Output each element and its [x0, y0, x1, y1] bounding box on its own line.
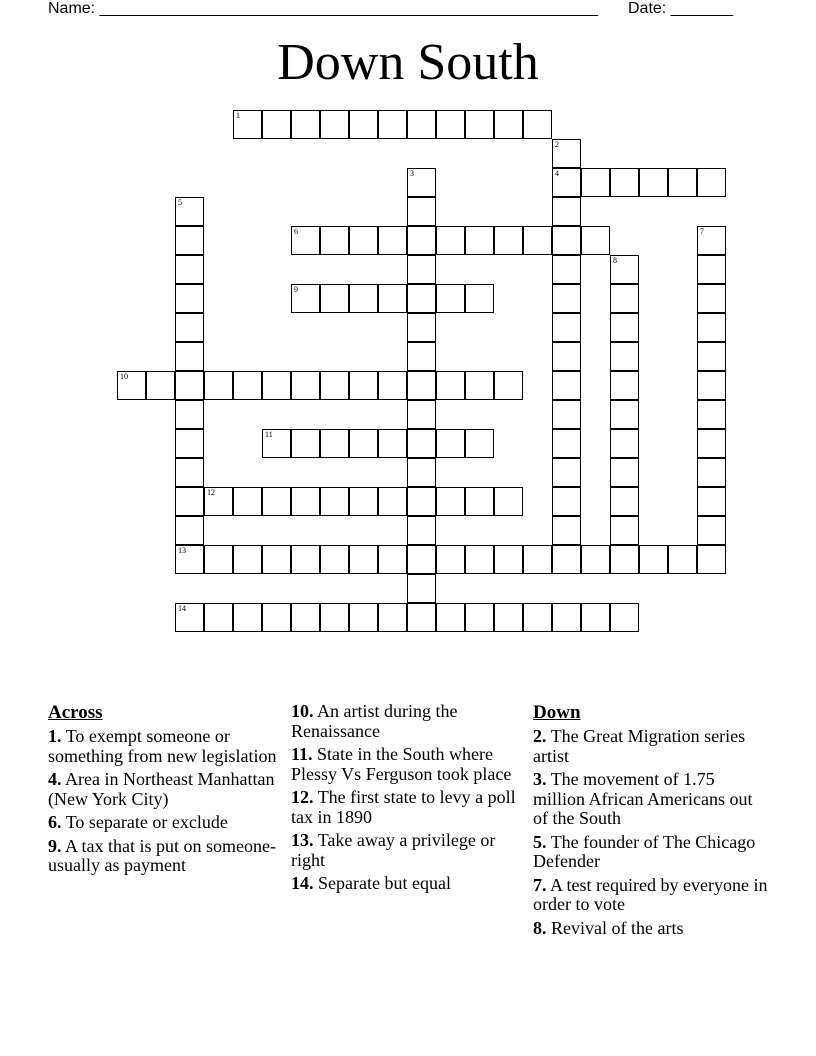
- grid-cell[interactable]: [697, 284, 726, 313]
- grid-cell[interactable]: [436, 545, 465, 574]
- clue-across-11: 11. State in the South where Plessy Vs Ferguson took place: [291, 744, 512, 784]
- grid-cell[interactable]: [407, 284, 436, 313]
- cell-number: 8: [613, 256, 617, 265]
- grid-cell[interactable]: [523, 545, 552, 574]
- grid-cell[interactable]: [552, 168, 581, 197]
- grid-cell[interactable]: [552, 400, 581, 429]
- grid-cell[interactable]: [494, 487, 523, 516]
- grid-cell[interactable]: [610, 458, 639, 487]
- clue-down-3: 3. The movement of 1.75 million African Americans out of the South: [533, 769, 753, 828]
- grid-cell[interactable]: [697, 400, 726, 429]
- clue-down-8: 8. Revival of the arts: [533, 917, 684, 938]
- grid-cell[interactable]: [494, 110, 523, 139]
- grid-cell[interactable]: [204, 487, 233, 516]
- grid-cell[interactable]: [552, 487, 581, 516]
- grid-cell[interactable]: [436, 284, 465, 313]
- grid-cell[interactable]: [175, 197, 204, 226]
- puzzle-title: Down South: [277, 34, 539, 91]
- grid-cell[interactable]: [349, 603, 378, 632]
- grid-cell[interactable]: [436, 371, 465, 400]
- grid-cell[interactable]: [610, 313, 639, 342]
- grid-cell[interactable]: [175, 400, 204, 429]
- grid-cell[interactable]: [175, 313, 204, 342]
- grid-cell[interactable]: [465, 545, 494, 574]
- grid-cell[interactable]: [552, 342, 581, 371]
- cell-number: 6: [294, 227, 298, 236]
- grid-cell[interactable]: [175, 603, 204, 632]
- grid-cell[interactable]: [204, 603, 233, 632]
- grid-cell[interactable]: [465, 371, 494, 400]
- grid-cell[interactable]: [494, 371, 523, 400]
- grid-cell[interactable]: [436, 603, 465, 632]
- cell-number: 13: [178, 546, 186, 555]
- grid-cell[interactable]: [320, 226, 349, 255]
- grid-cell[interactable]: [407, 400, 436, 429]
- grid-cell[interactable]: [465, 226, 494, 255]
- grid-cell[interactable]: [610, 168, 639, 197]
- grid-cell[interactable]: [697, 371, 726, 400]
- clues-column-1: [48, 702, 284, 880]
- grid-cell[interactable]: [668, 168, 697, 197]
- grid-cell[interactable]: [465, 487, 494, 516]
- grid-cell[interactable]: [175, 342, 204, 371]
- grid-cell[interactable]: [291, 545, 320, 574]
- cell-number: 11: [265, 430, 273, 439]
- grid-cell[interactable]: [407, 168, 436, 197]
- grid-cell[interactable]: [465, 429, 494, 458]
- grid-cell[interactable]: [378, 226, 407, 255]
- grid-cell[interactable]: [407, 603, 436, 632]
- grid-cell[interactable]: [407, 516, 436, 545]
- grid-cell[interactable]: [262, 603, 291, 632]
- grid-cell[interactable]: [204, 371, 233, 400]
- grid-cell[interactable]: [291, 429, 320, 458]
- grid-cell[interactable]: [610, 400, 639, 429]
- grid-cell[interactable]: [552, 458, 581, 487]
- grid-cell[interactable]: [233, 487, 262, 516]
- grid-cell[interactable]: [552, 255, 581, 284]
- grid-cell[interactable]: [320, 603, 349, 632]
- grid-cell[interactable]: [552, 313, 581, 342]
- grid-cell[interactable]: [697, 342, 726, 371]
- grid-cell[interactable]: [378, 603, 407, 632]
- grid-cell[interactable]: [436, 487, 465, 516]
- grid-cell[interactable]: [349, 371, 378, 400]
- grid-cell[interactable]: [407, 313, 436, 342]
- cell-number: 5: [178, 198, 182, 207]
- grid-cell[interactable]: [175, 516, 204, 545]
- grid-cell[interactable]: [697, 487, 726, 516]
- grid-cell[interactable]: [320, 371, 349, 400]
- grid-cell[interactable]: [581, 226, 610, 255]
- grid-cell[interactable]: [320, 487, 349, 516]
- grid-cell[interactable]: [436, 110, 465, 139]
- cell-number: 14: [178, 604, 186, 613]
- grid-cell[interactable]: [175, 545, 204, 574]
- grid-cell[interactable]: [697, 545, 726, 574]
- grid-cell[interactable]: [610, 545, 639, 574]
- down-heading: Down: [533, 702, 581, 723]
- grid-cell[interactable]: [610, 284, 639, 313]
- grid-cell[interactable]: [117, 371, 146, 400]
- clue-down-2: 2. The Great Migration series artist: [533, 726, 746, 766]
- grid-cell[interactable]: [465, 603, 494, 632]
- grid-cell[interactable]: [378, 110, 407, 139]
- grid-cell[interactable]: [175, 226, 204, 255]
- grid-cell[interactable]: [465, 284, 494, 313]
- grid-cell[interactable]: [523, 603, 552, 632]
- grid-cell[interactable]: [407, 371, 436, 400]
- grid-cell[interactable]: [349, 429, 378, 458]
- grid-cell[interactable]: [697, 255, 726, 284]
- cell-number: 7: [700, 227, 704, 236]
- grid-cell[interactable]: [668, 545, 697, 574]
- grid-cell[interactable]: [262, 371, 291, 400]
- grid-cell[interactable]: [378, 487, 407, 516]
- grid-cell[interactable]: [523, 226, 552, 255]
- cell-number: 3: [410, 169, 414, 178]
- grid-cell[interactable]: [262, 429, 291, 458]
- clues-column-3: [533, 702, 769, 942]
- grid-cell[interactable]: [175, 255, 204, 284]
- grid-cell[interactable]: [407, 545, 436, 574]
- grid-cell[interactable]: [378, 371, 407, 400]
- grid-cell[interactable]: [233, 371, 262, 400]
- clue-across-12: 12. The first state to levy a poll tax in 1890: [291, 787, 516, 827]
- grid-cell[interactable]: [320, 545, 349, 574]
- clue-across-9: 9. A tax that is put on someone-usually as payment: [48, 835, 276, 875]
- grid-cell[interactable]: [581, 168, 610, 197]
- grid-cell[interactable]: [378, 429, 407, 458]
- clue-down-5: 5. The founder of The Chicago Defender: [533, 831, 756, 871]
- grid-cell[interactable]: [639, 545, 668, 574]
- grid-cell[interactable]: [378, 284, 407, 313]
- grid-cell[interactable]: [552, 284, 581, 313]
- clue-across-10: 10. An artist during the Renaissance: [291, 701, 458, 741]
- grid-cell[interactable]: [262, 545, 291, 574]
- grid-cell[interactable]: [175, 429, 204, 458]
- grid-cell[interactable]: [639, 168, 668, 197]
- grid-cell[interactable]: [349, 284, 378, 313]
- grid-cell[interactable]: [407, 487, 436, 516]
- grid-cell[interactable]: [233, 603, 262, 632]
- grid-cell[interactable]: [175, 487, 204, 516]
- grid-cell[interactable]: [610, 603, 639, 632]
- grid-cell[interactable]: [233, 545, 262, 574]
- grid-cell[interactable]: [494, 226, 523, 255]
- cell-number: 1: [236, 111, 240, 120]
- grid-cell[interactable]: [436, 429, 465, 458]
- grid-cell[interactable]: [233, 110, 262, 139]
- grid-cell[interactable]: [291, 487, 320, 516]
- grid-cell[interactable]: [407, 429, 436, 458]
- grid-cell[interactable]: [610, 371, 639, 400]
- grid-cell[interactable]: [291, 226, 320, 255]
- clue-down-7: 7. A test required by everyone in order to vote: [533, 874, 768, 914]
- grid-cell[interactable]: [552, 603, 581, 632]
- clue-across-1: 1. To exempt someone or something from new legislation: [48, 726, 277, 766]
- grid-cell[interactable]: [175, 371, 204, 400]
- grid-cell[interactable]: [204, 545, 233, 574]
- grid-cell[interactable]: [697, 458, 726, 487]
- grid-cell[interactable]: [407, 458, 436, 487]
- grid-cell[interactable]: [349, 487, 378, 516]
- grid-cell[interactable]: [697, 226, 726, 255]
- grid-cell[interactable]: [291, 110, 320, 139]
- grid-cell[interactable]: [407, 342, 436, 371]
- grid-cell[interactable]: [407, 110, 436, 139]
- cell-number: 10: [120, 372, 128, 381]
- grid-cell[interactable]: [291, 284, 320, 313]
- across-heading: Across: [48, 702, 103, 723]
- grid-cell[interactable]: [523, 110, 552, 139]
- clues-column-2: [291, 702, 527, 898]
- grid-cell[interactable]: [552, 139, 581, 168]
- grid-cell[interactable]: [349, 545, 378, 574]
- grid-cell[interactable]: [552, 516, 581, 545]
- grid-cell[interactable]: [291, 371, 320, 400]
- name-field-label: Name: ________________________________________________________: [48, 0, 598, 17]
- date-field-label: Date: _______: [628, 0, 733, 17]
- grid-cell[interactable]: [552, 545, 581, 574]
- grid-cell[interactable]: [407, 197, 436, 226]
- grid-cell[interactable]: [552, 226, 581, 255]
- grid-cell[interactable]: [407, 226, 436, 255]
- grid-cell[interactable]: [320, 284, 349, 313]
- grid-cell[interactable]: [610, 516, 639, 545]
- grid-cell[interactable]: [320, 110, 349, 139]
- grid-cell[interactable]: [610, 342, 639, 371]
- cell-number: 2: [555, 140, 559, 149]
- grid-cell[interactable]: [262, 487, 291, 516]
- grid-cell[interactable]: [378, 545, 407, 574]
- grid-cell[interactable]: [697, 313, 726, 342]
- clue-across-13: 13. Take away a privilege or right: [291, 830, 496, 870]
- clue-across-14: 14. Separate but equal: [291, 873, 451, 893]
- grid-cell[interactable]: [320, 429, 349, 458]
- grid-cell[interactable]: [407, 574, 436, 603]
- grid-cell[interactable]: [610, 487, 639, 516]
- cell-number: 4: [555, 169, 559, 178]
- grid-cell[interactable]: [146, 371, 175, 400]
- grid-cell[interactable]: [349, 226, 378, 255]
- grid-cell[interactable]: [697, 429, 726, 458]
- grid-cell[interactable]: [552, 197, 581, 226]
- clue-across-4: 4. Area in Northeast Manhattan (New York City): [48, 769, 275, 809]
- grid-cell[interactable]: [407, 255, 436, 284]
- grid-cell[interactable]: [610, 255, 639, 284]
- grid-cell[interactable]: [175, 284, 204, 313]
- grid-cell[interactable]: [494, 545, 523, 574]
- grid-cell[interactable]: [494, 603, 523, 632]
- grid-cell[interactable]: [291, 603, 320, 632]
- grid-cell[interactable]: [349, 110, 378, 139]
- grid-cell[interactable]: [552, 429, 581, 458]
- grid-cell[interactable]: [436, 226, 465, 255]
- cell-number: 9: [294, 285, 298, 294]
- grid-cell[interactable]: [697, 168, 726, 197]
- grid-cell[interactable]: [697, 516, 726, 545]
- grid-cell[interactable]: [581, 545, 610, 574]
- grid-cell[interactable]: [610, 429, 639, 458]
- grid-cell[interactable]: [552, 371, 581, 400]
- grid-cell[interactable]: [465, 110, 494, 139]
- grid-cell[interactable]: [262, 110, 291, 139]
- grid-cell[interactable]: [175, 458, 204, 487]
- cell-number: 12: [207, 488, 215, 497]
- grid-cell[interactable]: [581, 603, 610, 632]
- clue-across-6: 6. To separate or exclude: [48, 812, 228, 832]
